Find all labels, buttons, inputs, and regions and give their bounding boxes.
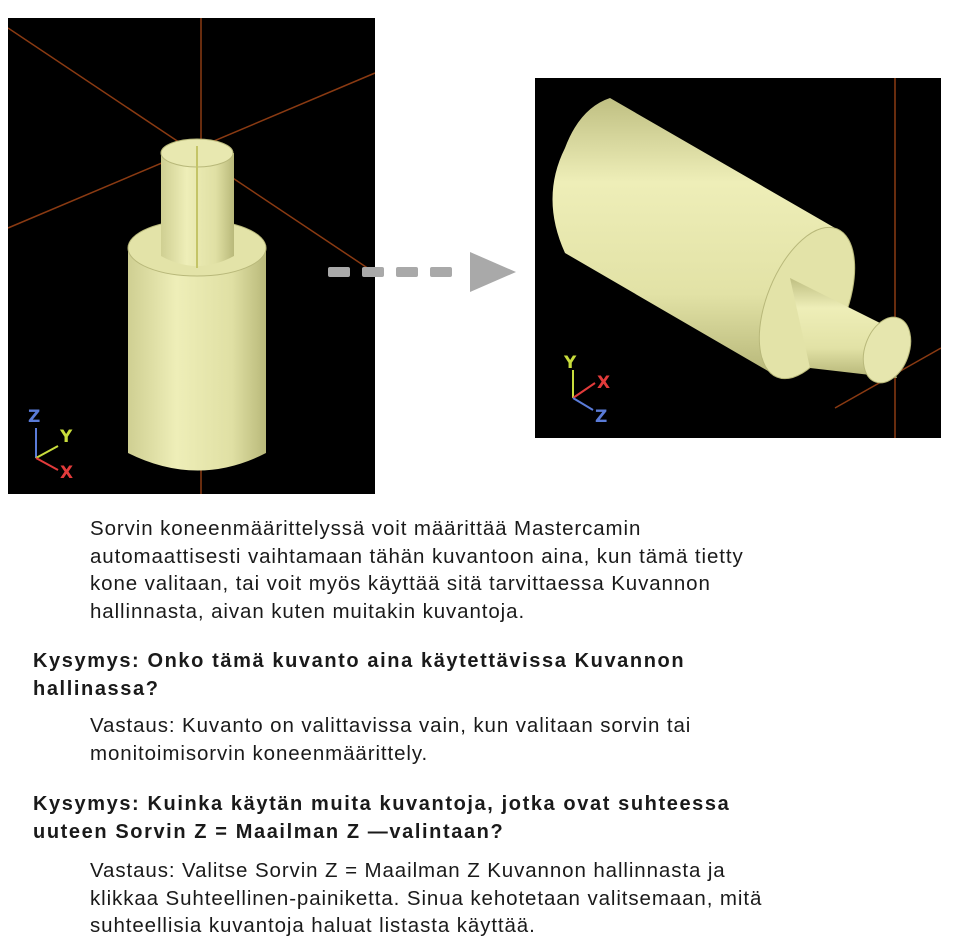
left-viewport [8, 18, 375, 494]
right-axis-z-label: Z [595, 407, 608, 427]
question-line: Kysymys: Kuinka käytän muita kuvantoja, jotka ovat suhteessa [33, 793, 731, 815]
answer-1 [90, 712, 691, 767]
right-viewport [535, 78, 941, 438]
answer-2 [90, 857, 762, 940]
right-axis-x-label: X [597, 373, 611, 393]
left-axis-z-label: Z [28, 407, 41, 427]
right-axis-y-label: Y [564, 353, 577, 373]
answer-line: Vastaus: Valitse Sorvin Z = Maailman Z Kuvannon hallinnasta ja [90, 859, 726, 882]
question-line: Kysymys: Onko tämä kuvanto aina käytettävissa Kuvannon [33, 650, 686, 672]
question-2 [33, 791, 730, 846]
intro-line: hallinnasta, aivan kuten muitakin kuvantoja. [90, 599, 526, 623]
answer-line: Vastaus: Kuvanto on valittavissa vain, kun valitaan sorvin tai [90, 714, 692, 737]
intro-line: kone valitaan, tai voit myös käyttää sitä tarvittaessa Kuvannon [90, 572, 711, 595]
question-line: uuteen Sorvin Z = Maailman Z —valintaan? [33, 820, 505, 843]
answer-line: suhteellisia kuvantoja haluat listasta käyttää. [90, 914, 536, 937]
left-axis-y-label: Y [60, 427, 73, 447]
question-line: hallinassa? [33, 677, 160, 700]
left-part-render [8, 18, 375, 494]
left-big-cylinder [128, 248, 266, 471]
intro-line: Sorvin koneenmäärittelyssä voit määrittää Mastercamin [90, 517, 642, 540]
answer-line: monitoimisorvin koneenmäärittely. [90, 741, 429, 765]
dashed-arrow-right-icon [328, 250, 518, 296]
right-axis-triad [563, 353, 610, 427]
intro-paragraph [90, 515, 744, 625]
right-part-render [535, 78, 941, 438]
question-1 [33, 648, 685, 703]
answer-line: klikkaa Suhteellinen-painiketta. Sinua kehotetaan valitsemaan, mitä [90, 886, 763, 910]
left-axis-x-label: X [60, 463, 74, 483]
left-axis-triad [28, 407, 73, 483]
intro-line: automaattisesti vaihtamaan tähän kuvantoon aina, kun tämä tietty [90, 544, 744, 568]
